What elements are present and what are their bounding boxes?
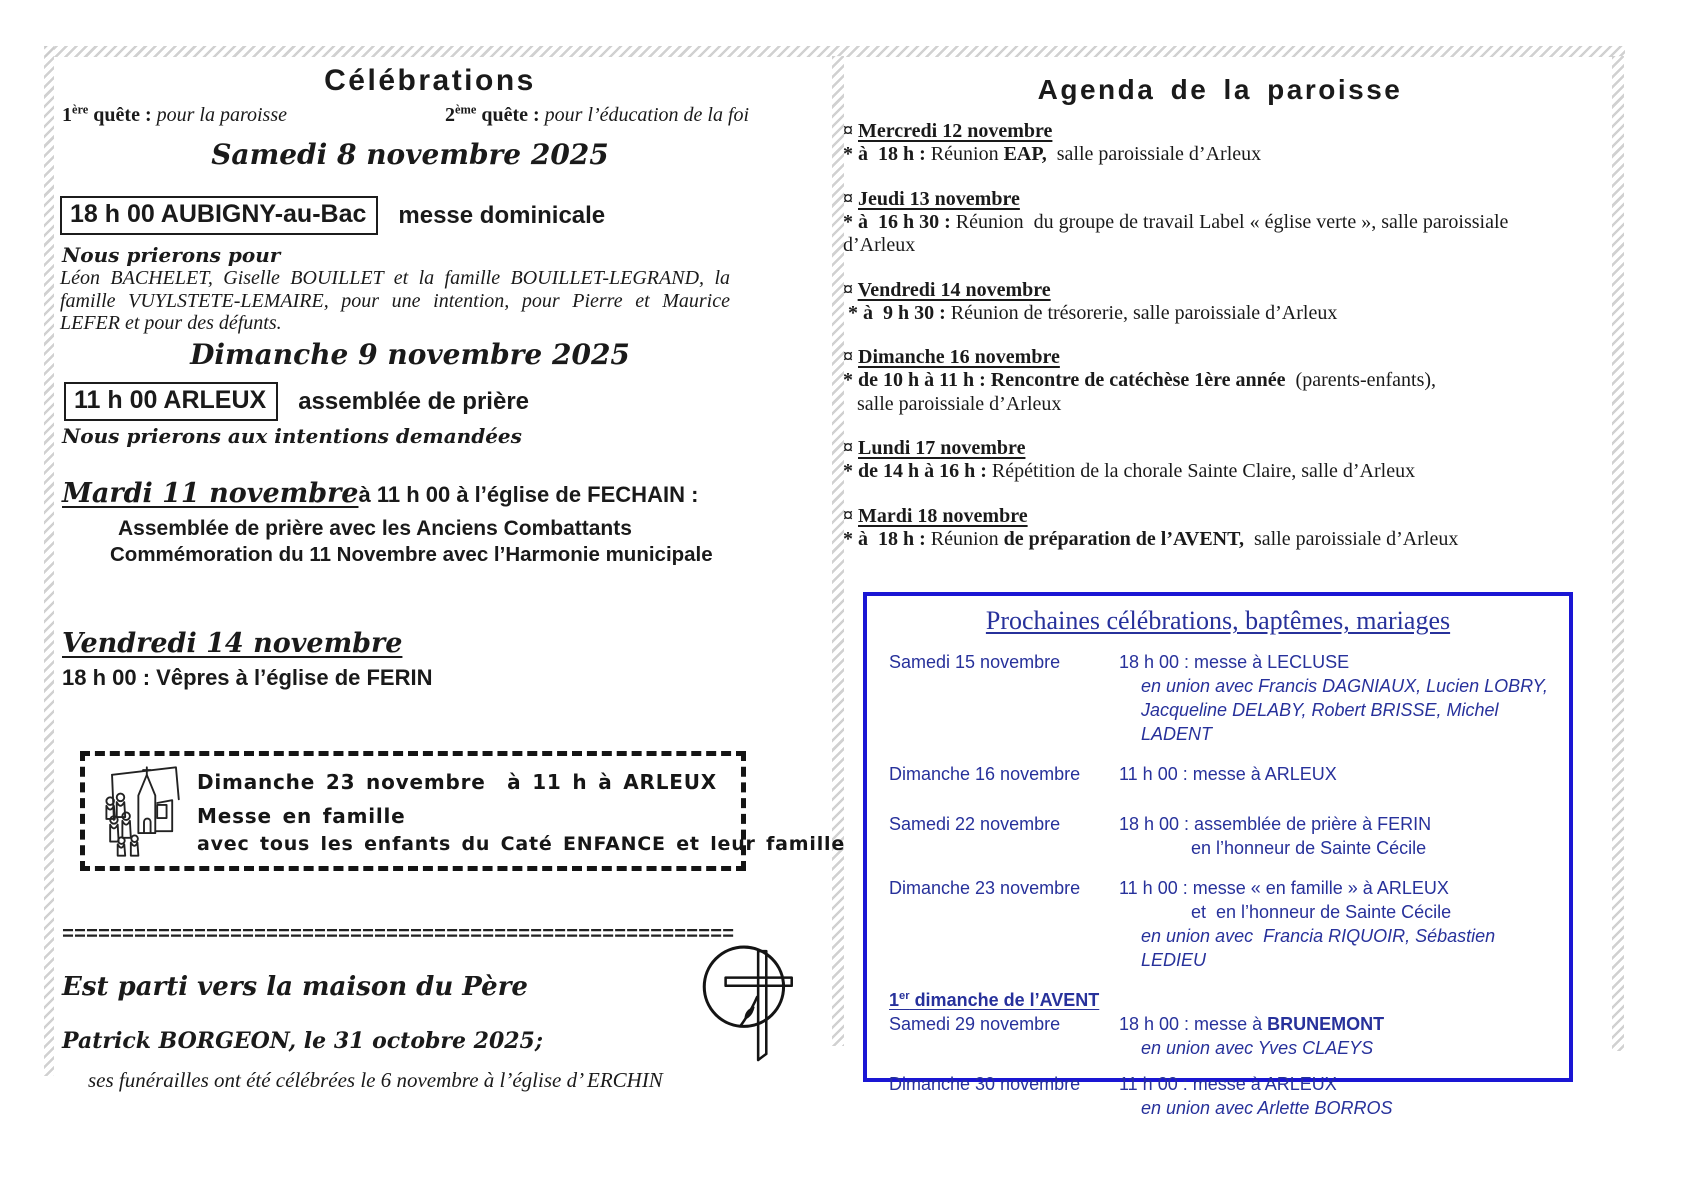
- obituary-name-line: Patrick BORGEON, le 31 octobre 2025;: [62, 1028, 543, 1054]
- celebration-details: [1119, 812, 1555, 860]
- vespers-line: 18 h 00 : Vêpres à l’église de FERIN: [62, 665, 433, 690]
- agenda-entry: [843, 505, 1555, 552]
- agenda-title: Agenda de la paroisse: [1037, 74, 1403, 105]
- date-heading-sat-8-nov: Samedi 8 novembre 2025: [211, 138, 609, 171]
- text-segment: salle paroissiale d’Arleux: [1046, 143, 1262, 165]
- event-aubigny: [60, 196, 605, 235]
- prayer-intro-2: Nous prierons aux intentions demandées: [62, 424, 522, 448]
- celebration-row: [881, 876, 1555, 972]
- celebration-details: [1119, 876, 1555, 972]
- text-segment: BRUNEMONT: [1267, 1014, 1385, 1034]
- agenda-detail-line: [843, 143, 1555, 167]
- text-segment: 18 h 00 : assemblée de prière à FERIN: [1119, 814, 1432, 834]
- agenda-entry-date: [843, 188, 1555, 211]
- text-segment: de préparation de l’AVENT,: [1003, 527, 1244, 550]
- agenda-date-text: Mardi 18 novembre: [858, 504, 1028, 527]
- date-heading-sun-9-nov: Dimanche 9 novembre 2025: [190, 338, 630, 371]
- text-segment: dimanche de l’AVENT: [909, 990, 1100, 1010]
- celebration-detail-line: [1119, 836, 1555, 860]
- text-segment: EAP,: [1003, 143, 1047, 165]
- text-segment: 11 h 00 : messe à ARLEUX: [1119, 764, 1337, 784]
- text-segment: salle paroissiale d’Arleux: [1243, 527, 1459, 550]
- event-time-place-box: 18 h 00 AUBIGNY-au-Bac: [60, 196, 378, 235]
- text-segment: en union avec Arlette BORROS: [1141, 1098, 1393, 1118]
- agenda-entry: [843, 120, 1555, 167]
- text-segment: (parents-enfants),: [1285, 369, 1437, 391]
- celebration-detail-line: [1119, 1036, 1555, 1060]
- celebration-row: [881, 1072, 1555, 1120]
- currency-bullet-icon: ¤: [843, 346, 858, 368]
- text-segment: 18 h 00 : messe à: [1119, 1014, 1268, 1034]
- family-mass-box: [80, 751, 846, 871]
- text-segment: en union avec Yves CLAEYS: [1141, 1038, 1374, 1058]
- text-segment: et en l’honneur de Sainte Cécile: [1191, 902, 1452, 922]
- text-segment: Réunion: [930, 143, 1004, 165]
- text-segment: * à 18 h :: [843, 527, 931, 550]
- text-segment: en union avec Francis DAGNIAUX, Lucien LOBRY,: [1141, 676, 1548, 696]
- event-time-place-box: 11 h 00 ARLEUX: [64, 382, 278, 421]
- text-segment: Jacqueline DELABY, Robert BRISSE, Michel LADENT: [1141, 700, 1499, 744]
- text-segment: Réunion du groupe de travail Label « église verte », salle paroissiale: [955, 210, 1509, 233]
- event-type-label: assemblée de prière: [298, 387, 530, 415]
- second-collection: 2ème quête : pour l’éducation de la foi: [445, 102, 750, 126]
- agenda-detail-line: [843, 528, 1555, 552]
- text-segment: er: [899, 990, 910, 1002]
- agenda-entry: [843, 437, 1555, 484]
- text-segment: 11 h 00 : messe à ARLEUX: [1119, 1074, 1337, 1094]
- date-heading-fri-14-nov: Vendredi 14 novembre: [62, 628, 403, 659]
- text-segment: 18 h 00 : messe à LECLUSE: [1119, 652, 1350, 672]
- text-segment: en l’honneur de Sainte Cécile: [1191, 838, 1427, 858]
- celebration-date: Samedi 22 novembre: [889, 814, 1061, 834]
- prayer-intentions-paragraph: Léon BACHELET, Giselle BOUILLET et la famille BOUILLET-LEGRAND, la famille VUYLSTETE-LEMAIRE, pour une intention, pour Pierre et Maurice LEFER et pour des défunts.: [60, 267, 730, 334]
- agenda-detail-line: [843, 302, 1555, 326]
- agenda-entry: [843, 188, 1555, 258]
- fechain-line-2: Commémoration du 11 Novembre avec l’Harmonie municipale: [110, 543, 713, 566]
- text-segment: * à 9 h 30 :: [843, 301, 951, 324]
- celebration-detail-line: [1119, 762, 1555, 786]
- celebration-date: Dimanche 16 novembre: [889, 764, 1081, 784]
- obituary-title: Est parti vers la maison du Père: [62, 972, 528, 1002]
- agenda-entry-date: [843, 505, 1555, 528]
- first-collection: 1ère quête : pour la paroisse: [62, 102, 287, 126]
- event-type-label: messe dominicale: [398, 201, 606, 229]
- advent-heading: [881, 988, 1555, 1012]
- celebrations-box: [863, 592, 1573, 1118]
- celebrations-rows: [881, 650, 1555, 1120]
- celebration-detail-line: [1119, 1096, 1555, 1120]
- fechain-line-1: Assemblée de prière avec les Anciens Combattants: [118, 517, 632, 540]
- agenda-detail-line: [843, 211, 1555, 235]
- family-mass-line-3: avec tous les enfants du Caté ENFANCE et leur famille: [197, 833, 846, 855]
- currency-bullet-icon: ¤: [843, 504, 858, 527]
- celebration-detail-line: [1119, 674, 1555, 698]
- celebration-date: Samedi 29 novembre: [889, 1014, 1061, 1034]
- celebration-details: [1119, 762, 1555, 786]
- agenda-detail-line: [843, 369, 1555, 393]
- event-fechain: [62, 478, 698, 509]
- currency-bullet-icon: ¤: [843, 120, 858, 142]
- celebration-row: [881, 762, 1555, 786]
- currency-bullet-icon: ¤: [843, 187, 858, 210]
- agenda-date-text: Dimanche 16 novembre: [858, 346, 1060, 368]
- celebration-date: Dimanche 30 novembre: [889, 1074, 1081, 1094]
- celebration-row: [881, 650, 1555, 746]
- agenda-date-text: Vendredi 14 novembre: [857, 278, 1051, 301]
- celebration-detail-line: [1119, 900, 1555, 924]
- celebration-details: [1119, 650, 1555, 746]
- collections-line: [0, 104, 800, 130]
- celebration-detail-line: [1119, 876, 1555, 900]
- family-mass-line-1: Dimanche 23 novembre à 11 h à ARLEUX: [197, 770, 717, 794]
- text-segment: * de 10 h à 11 h : Rencontre de catéchèse 1ère année: [843, 369, 1286, 391]
- church-crowd-clipart-icon: [97, 761, 191, 861]
- text-segment: d’Arleux: [843, 234, 916, 256]
- text-segment: * à 16 h 30 :: [843, 210, 956, 233]
- agenda-date-text: Mercredi 12 novembre: [858, 120, 1053, 142]
- fechain-time-place: à 11 h 00 à l’église de FECHAIN :: [358, 482, 699, 507]
- agenda-entry-date: [843, 279, 1555, 302]
- celebration-detail-line: [1119, 1012, 1555, 1036]
- celebration-details: [1119, 1012, 1555, 1060]
- celebration-detail-line: [1119, 1072, 1555, 1096]
- agenda-date-text: Jeudi 13 novembre: [858, 187, 1020, 210]
- text-segment: Réunion de trésorerie, salle paroissiale d’Arleux: [950, 301, 1338, 324]
- agenda-entry-date: [843, 120, 1555, 143]
- date-heading-tue-11-nov: Mardi 11 novembre: [62, 478, 359, 509]
- agenda-detail-line: [843, 460, 1555, 484]
- left-edge-hatch: [44, 46, 54, 1076]
- text-segment: 11 h 00 : messe « en famille » à ARLEUX: [1119, 878, 1449, 898]
- separator-line: ========================================================: [62, 924, 735, 947]
- text-segment: Répétition de la chorale Sainte Claire, salle d’Arleux: [991, 460, 1416, 482]
- right-edge-hatch: [1612, 56, 1624, 1051]
- agenda-entries: [843, 120, 1555, 572]
- celebration-date: Samedi 15 novembre: [889, 652, 1061, 672]
- celebration-detail-line: [1119, 812, 1555, 836]
- celebration-detail-line: [1119, 698, 1555, 746]
- text-segment: salle paroissiale d’Arleux: [857, 392, 1062, 415]
- agenda-detail-line: [843, 234, 1555, 258]
- prayer-intro-1: Nous prierons pour: [62, 243, 281, 267]
- agenda-entry-date: [843, 437, 1555, 460]
- celebrations-title: Célébrations: [324, 64, 536, 97]
- agenda-entry-date: [843, 346, 1555, 369]
- celebrations-box-title: Prochaines célébrations, baptêmes, mariages: [985, 606, 1451, 635]
- text-segment: * de 14 h à 16 h :: [843, 460, 992, 482]
- text-segment: 1: [889, 990, 900, 1010]
- celebration-row: [881, 812, 1555, 860]
- celebration-detail-line: [1119, 924, 1555, 972]
- family-mass-line-2: Messe en famille: [197, 804, 406, 828]
- text-segment: * à 18 h :: [843, 143, 931, 165]
- agenda-entry: [843, 279, 1555, 326]
- text-segment: en union avec Francia RIQUOIR, Sébastien LEDIEU: [1141, 926, 1496, 970]
- celebration-row: [881, 1012, 1555, 1060]
- agenda-detail-line: [843, 393, 1555, 417]
- text-segment: Réunion: [930, 527, 1004, 550]
- currency-bullet-icon: ¤: [843, 437, 858, 459]
- obituary-funeral-line: ses funérailles ont été célébrées le 6 novembre à l’église d’ ERCHIN: [88, 1068, 663, 1092]
- event-arleux: [64, 382, 529, 421]
- celebration-details: [1119, 1072, 1555, 1120]
- celebration-detail-line: [1119, 650, 1555, 674]
- celebration-date: Dimanche 23 novembre: [889, 878, 1081, 898]
- agenda-entry: [843, 346, 1555, 416]
- agenda-date-text: Lundi 17 novembre: [858, 437, 1026, 459]
- cross-circle-icon: [698, 942, 800, 1062]
- currency-bullet-icon: ¤: [843, 278, 858, 301]
